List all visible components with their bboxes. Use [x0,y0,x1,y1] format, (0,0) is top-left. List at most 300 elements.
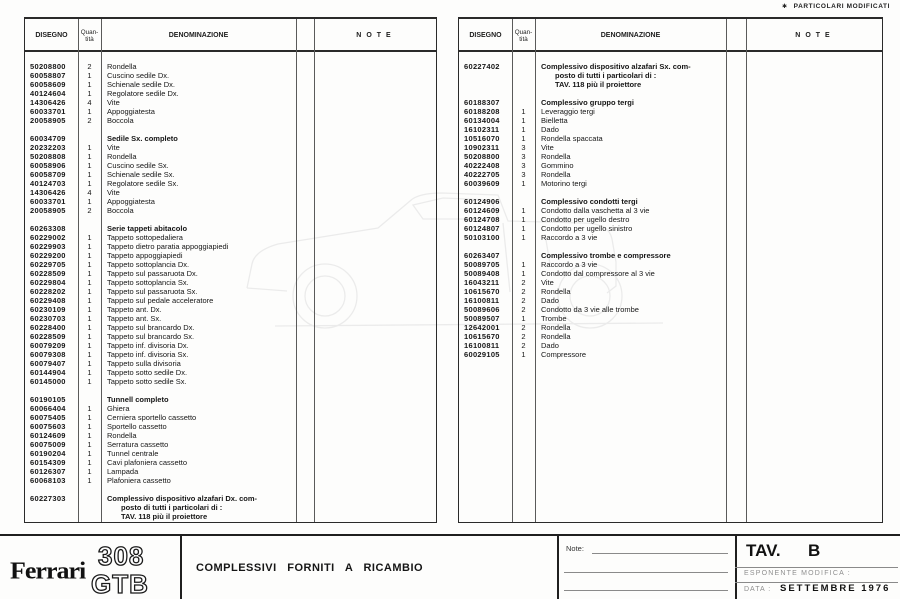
quantity: 1 [87,368,92,377]
denomination: Serie tappeti abitacolo [107,224,188,233]
part-number: 60263407 [464,251,500,260]
quantity: 1 [87,449,92,458]
table-row [459,233,882,242]
table-row [25,458,436,467]
part-number: 60033701 [30,107,66,116]
part-number: 60079308 [30,350,66,359]
table-row [25,476,436,485]
quantity: 4 [87,98,92,107]
quantity: 1 [87,89,92,98]
quantity: 1 [87,269,92,278]
table-row [459,341,882,350]
table-row [25,278,436,287]
table-row [25,260,436,269]
part-number: 60134004 [464,116,500,125]
quantity: 1 [87,422,92,431]
column-header-note: NOTE [795,32,835,39]
denomination: Cuscino sedile Sx. [107,161,169,170]
denomination: Complessivo condotti tergi [541,197,638,206]
denomination: Raccordo a 3 vie [541,260,598,269]
part-number: 16100811 [464,296,500,305]
table-row [25,197,436,206]
title-block [0,534,900,599]
denomination: Cuscino sedile Dx. [107,71,170,80]
quantity: 1 [87,296,92,305]
part-number: 60033701 [30,197,66,206]
table-row [459,206,882,215]
footer-divider [180,536,182,599]
column-header-denominazione: DENOMINAZIONE [600,32,661,39]
table-header-row [459,19,882,52]
table-row [459,98,882,107]
quantity: 1 [87,314,92,323]
quantity: 1 [521,350,526,359]
quantity: 1 [87,287,92,296]
part-number: 40124604 [30,89,66,98]
part-number: 50208808 [30,152,66,161]
column-header-disegno: DISEGNO [35,32,68,39]
table-row [25,377,436,386]
quantity: 1 [87,332,92,341]
table-row [459,260,882,269]
quantity: 1 [87,341,92,350]
denomination: Boccola [107,116,134,125]
table-row [25,116,436,125]
denomination: Cavi plafoniera cassetto [107,458,188,467]
table-row [25,449,436,458]
part-number: 50208800 [464,152,500,161]
quantity: 2 [87,116,92,125]
part-number: 60227402 [464,62,500,71]
model-gtb-text: GTB [91,569,149,598]
denomination: Tunnell completo [107,395,169,404]
table-row [25,395,436,404]
part-number: 60029105 [464,350,500,359]
denomination: Dado [541,341,559,350]
part-number: 12642001 [464,323,500,332]
denomination: Vite [541,278,554,287]
table-row [25,242,436,251]
quantity [512,251,535,260]
denomination: Condotto per ugello sinistro [541,224,633,233]
quantity: 3 [521,161,526,170]
denomination: Appoggiatesta [107,197,155,206]
denomination: Condotto per ugello destro [541,215,630,224]
quantity: 1 [87,413,92,422]
part-number: 60058609 [30,80,66,89]
denomination: Complessivo dispositivo alzafari Sx. com- posto di tutti i particolari di : TAV. 118 più il proiettore [541,62,691,89]
quantity: 3 [521,152,526,161]
part-number: 60228400 [30,323,66,332]
quantity: 1 [87,242,92,251]
quantity: 1 [87,377,92,386]
table-row [459,305,882,314]
part-number: 16102311 [464,125,500,134]
tav-label: TAV. [746,541,781,560]
table-row [459,179,882,188]
table-row [25,413,436,422]
table-body [25,52,436,521]
denomination: Leveraggio tergi [541,107,595,116]
part-number: 50103100 [464,233,500,242]
quantity: 1 [521,206,526,215]
denomination: Sportello cassetto [107,422,167,431]
table-row [459,170,882,179]
part-number: 60124708 [464,215,500,224]
denomination: Cerniera sportello cassetto [107,413,197,422]
note-writein-line [564,572,728,573]
denomination: Rondella [107,431,137,440]
denomination: Sedile Sx. completo [107,134,178,143]
denomination: Tappeto ant. Sx. [107,314,162,323]
table-row [25,188,436,197]
part-number: 40222705 [464,170,500,179]
denomination: Rondella [541,170,571,179]
table-row [25,233,436,242]
denomination: Rondella spaccata [541,134,603,143]
column-header-note: NOTE [356,32,396,39]
part-number: 14306426 [30,188,66,197]
denomination: Bielletta [541,116,568,125]
part-number: 40222408 [464,161,500,170]
quantity: 1 [87,251,92,260]
quantity: 2 [521,332,526,341]
quantity: 1 [87,260,92,269]
table-row [459,134,882,143]
quantity: 1 [87,161,92,170]
denomination: Dado [541,296,559,305]
denomination: Plafoniera cassetto [107,476,171,485]
section-gap [459,89,882,98]
section-gap [25,386,436,395]
quantity: 1 [521,215,526,224]
part-number: 14306426 [30,98,66,107]
table-row [25,422,436,431]
denomination: Rondella [541,152,571,161]
denomination: Tappeto sottoplancia Sx. [107,278,189,287]
table-row [25,467,436,476]
part-number: 10902311 [464,143,500,152]
quantity: 1 [521,116,526,125]
quantity: 1 [87,152,92,161]
table-row [25,431,436,440]
table-row [25,161,436,170]
table-row [459,62,882,89]
table-row [25,269,436,278]
section-gap [25,485,436,494]
part-number: 60228202 [30,287,66,296]
table-row [25,323,436,332]
table-row [25,143,436,152]
modified-parts-note [782,3,890,10]
table-row [459,116,882,125]
quantity: 1 [87,440,92,449]
part-number: 16100811 [464,341,500,350]
table-row [25,224,436,233]
quantity: 1 [87,458,92,467]
part-number: 50089507 [464,314,500,323]
quantity: 1 [87,476,92,485]
denomination: Tappeto sottoplancia Dx. [107,260,190,269]
denomination: Vite [107,188,120,197]
table-row [25,404,436,413]
denomination: Tappeto dietro paratia appoggiapiedi [107,242,229,251]
part-number: 10516070 [464,134,500,143]
table-row [25,62,436,71]
part-number: 60230109 [30,305,66,314]
quantity [512,98,535,107]
model-308-text: 308 [98,541,145,571]
quantity [78,134,101,143]
denomination: Tappeto inf. divisoria Sx. [107,350,189,359]
column-header-disegno: DISEGNO [469,32,502,39]
column-divider [314,19,315,522]
denomination: Regolatore sedile Sx. [107,179,179,188]
denomination: Tappeto sul passaruota Dx. [107,269,198,278]
quantity: 1 [87,71,92,80]
part-number: 60124609 [464,206,500,215]
quantity: 1 [87,404,92,413]
denomination: Raccordo a 3 vie [541,233,598,242]
section-gap [25,125,436,134]
note-label: Note: [566,544,584,553]
quantity: 3 [521,170,526,179]
table-row [459,269,882,278]
model-308-gtb-logo [88,540,182,598]
denomination: Ghiera [107,404,130,413]
quantity: 1 [87,278,92,287]
table-row [25,134,436,143]
quantity: 1 [521,314,526,323]
part-number: 60075603 [30,422,66,431]
denomination: Condotto dalla vaschetta al 3 vie [541,206,650,215]
table-row [459,152,882,161]
table-row [25,206,436,215]
quantity: 2 [521,323,526,332]
section-gap [459,188,882,197]
column-header-denominazione: DENOMINAZIONE [168,32,229,39]
table-row [25,440,436,449]
note-writein-line [564,590,728,591]
quantita-line1: Quan- [80,28,99,36]
quantity: 1 [87,323,92,332]
part-number: 60126307 [30,467,66,476]
denomination: Trombe [541,314,567,323]
quantity: 1 [87,80,92,89]
column-divider [512,19,513,522]
part-number: 60075009 [30,440,66,449]
denomination: Rondella [541,323,571,332]
column-divider [746,19,747,522]
denomination: Vite [107,143,120,152]
quantity: 1 [87,431,92,440]
quantity [512,197,535,206]
denomination: Tappeto sulla divisoria [107,359,181,368]
part-number: 60229408 [30,296,66,305]
column-divider [78,19,79,522]
quantita-line2: tità [519,35,528,43]
table-body [459,52,882,359]
part-number: 60188307 [464,98,500,107]
part-number: 60229903 [30,242,66,251]
quantity [78,494,101,521]
asterisk-icon: ✱ [781,4,788,10]
denomination: Tappeto sotto sedile Dx. [107,368,188,377]
ferrari-logo: Ferrari [10,557,86,584]
quantity: 3 [521,143,526,152]
denomination: Rondella [541,287,571,296]
quantity: 1 [521,260,526,269]
table-row [25,305,436,314]
quantity: 1 [521,134,526,143]
part-number: 60145000 [30,377,66,386]
table-row [25,152,436,161]
denomination: Rondella [107,152,137,161]
part-number: 10615670 [464,332,500,341]
table-row [25,287,436,296]
part-number: 60188208 [464,107,500,116]
part-number: 60124906 [464,197,500,206]
quantity: 1 [521,269,526,278]
quantity: 1 [521,125,526,134]
quantity [512,62,535,89]
part-number: 50089705 [464,260,500,269]
table-row [459,161,882,170]
footer-divider [557,536,559,599]
quantity: 1 [87,467,92,476]
denomination: Lampada [107,467,139,476]
part-number: 50089606 [464,305,500,314]
part-number: 40124703 [30,179,66,188]
quantity: 1 [521,224,526,233]
table-row [459,278,882,287]
part-number: 60154309 [30,458,66,467]
column-divider [296,19,297,522]
page-title: COMPLESSIVI FORNITI A RICAMBIO [196,562,424,574]
esponente-modifica-label: ESPONENTE MODIFICA : [744,570,851,577]
denomination: Dado [541,125,559,134]
table-row [459,332,882,341]
column-divider [101,19,102,522]
quantity: 1 [87,233,92,242]
part-number: 60058807 [30,71,66,80]
table-row [25,179,436,188]
table-row [459,287,882,296]
data-value: SETTEMBRE 1976 [780,583,891,594]
denomination: Tappeto sul brancardo Sx. [107,332,195,341]
denomination: Condotto dal compressore al 3 vie [541,269,655,278]
denomination: Tappeto ant. Dx. [107,305,162,314]
denomination: Schienale sedile Sx. [107,170,175,179]
table-row [25,332,436,341]
quantity: 1 [521,233,526,242]
table-row [459,350,882,359]
part-number: 60229804 [30,278,66,287]
part-number: 60190204 [30,449,66,458]
part-number: 60228509 [30,332,66,341]
denomination: Rondella [107,62,137,71]
part-number: 60229002 [30,233,66,242]
denomination: Regolatore sedile Dx. [107,89,179,98]
table-row [25,89,436,98]
part-number: 50089408 [464,269,500,278]
denomination: Vite [107,98,120,107]
table-row [459,107,882,116]
table-row [459,296,882,305]
parts-table-right [458,17,883,523]
table-row [25,98,436,107]
denomination: Compressore [541,350,587,359]
part-number: 60230703 [30,314,66,323]
table-row [459,143,882,152]
table-row [25,80,436,89]
quantity: 2 [87,62,92,71]
table-row [25,350,436,359]
part-number: 60066404 [30,404,66,413]
denomination: Complessivo dispositivo alzafari Dx. com- posto di tutti i particolari di : TAV. 118 più il proiettore [107,494,258,521]
part-number: 60034709 [30,134,66,143]
denomination: Tappeto sottopedaliera [107,233,183,242]
table-row [459,224,882,233]
part-number: 60124807 [464,224,500,233]
table-row [459,215,882,224]
part-number: 60227303 [30,494,66,503]
quantity: 1 [87,305,92,314]
quantity: 2 [87,206,92,215]
part-number: 60058709 [30,170,66,179]
table-row [459,197,882,206]
denomination: Gommino [541,161,574,170]
tav-value: B [808,541,821,560]
part-number: 60068103 [30,476,66,485]
part-number: 60229200 [30,251,66,260]
quantity: 1 [521,107,526,116]
part-number: 16043211 [464,278,500,287]
column-header-quantita [78,19,101,52]
column-header-quantita [512,19,535,52]
table-row [25,314,436,323]
table-row [25,341,436,350]
part-number: 50208800 [30,62,66,71]
column-divider [726,19,727,522]
denomination: Appoggiatesta [107,107,155,116]
part-number: 20232203 [30,143,66,152]
quantity: 2 [521,296,526,305]
quantity: 1 [87,107,92,116]
denomination: Motorino tergi [541,179,587,188]
denomination: Vite [541,143,554,152]
parts-table-left [24,17,437,523]
quantity: 1 [87,359,92,368]
denomination: Complessivo trombe e compressore [541,251,671,260]
quantity: 2 [521,287,526,296]
table-row [459,314,882,323]
denomination: Tappeto sul pedale acceleratore [107,296,214,305]
table-row [459,125,882,134]
denomination: Tappeto appoggiapiedi [107,251,183,260]
denomination: Complessivo gruppo tergi [541,98,634,107]
tav-box-divider [735,567,898,568]
note-writein-line [592,553,728,554]
denomination: Tappeto inf. divisoria Dx. [107,341,189,350]
denomination: Tunnel centrale [107,449,159,458]
denomination: Rondella [541,332,571,341]
section-gap [459,242,882,251]
table-row [25,107,436,116]
quantity: 1 [87,350,92,359]
quantity: 2 [521,341,526,350]
quantity: 1 [87,179,92,188]
